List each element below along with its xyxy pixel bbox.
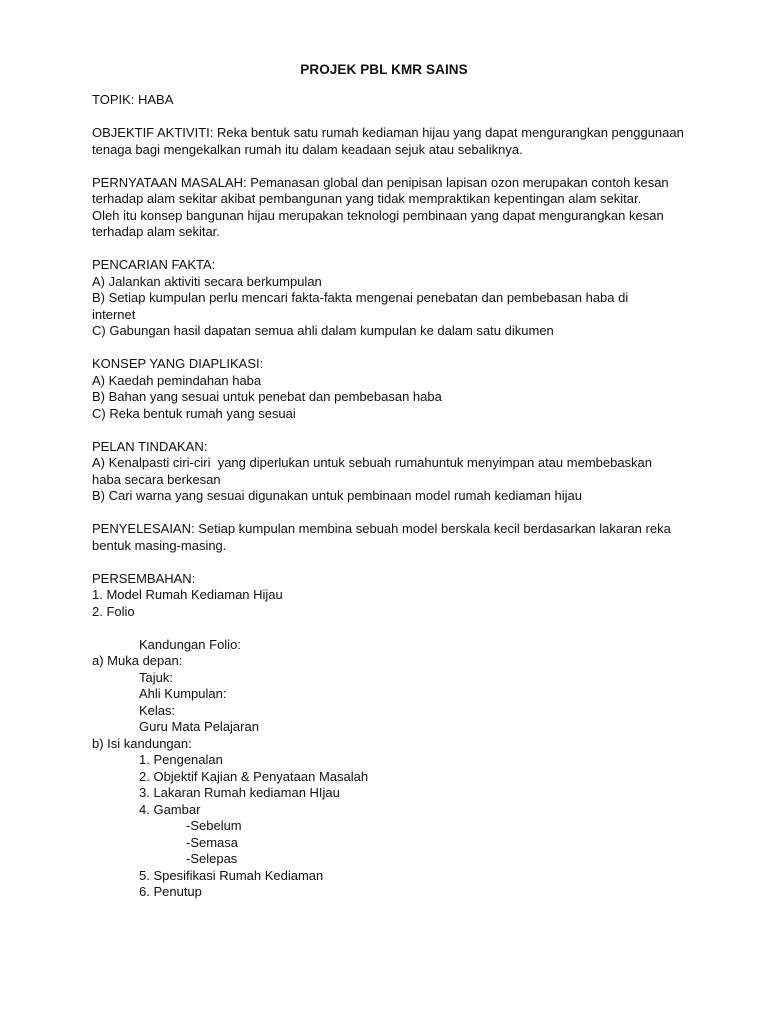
section-heading: Kandungan Folio:	[139, 636, 241, 652]
list-item: 5. Spesifikasi Rumah Kediaman	[139, 867, 324, 883]
list-item: haba secara berkesan	[92, 471, 221, 487]
list-item: B) Setiap kumpulan perlu mencari fakta-fakta mengenai penebatan dan pembebasan haba di	[92, 290, 629, 305]
subsection-heading: b) Isi kandungan:	[92, 735, 192, 751]
document-body	[92, 92, 692, 901]
list-item: 2. Objektif Kajian & Penyataan Masalah	[139, 768, 369, 784]
list-item: B) Bahan yang sesuai untuk penebat dan pembebasan haba	[92, 389, 442, 404]
section-heading: PERSEMBAHAN:	[92, 570, 196, 586]
list-item: 6. Penutup	[139, 884, 202, 899]
paragraph-line: terhadap alam sekitar.	[92, 224, 220, 239]
list-item: A) Kaedah pemindahan haba	[92, 372, 262, 388]
sub-list-item: -Semasa	[186, 834, 239, 850]
list-item: 3. Lakaran Rumah kediaman HIjau	[139, 785, 340, 800]
applied-concepts-section	[92, 356, 692, 422]
paragraph-line: OBJEKTIF AKTIVITI: Reka bentuk satu rumah kediaman hijau yang dapat mengurangkan penggunaan	[92, 125, 684, 140]
presentation-section	[92, 571, 692, 621]
section-heading: PELAN TINDAKAN:	[92, 438, 208, 454]
list-item: B) Cari warna yang sesuai digunakan untuk pembinaan model rumah kediaman hijau	[92, 488, 582, 503]
paragraph-line: Oleh itu konsep bangunan hijau merupakan teknologi pembinaan yang dapat mengurangkan kesan	[92, 207, 664, 223]
objective-section	[92, 125, 692, 158]
list-item: Tajuk:	[139, 669, 173, 685]
list-item: 2. Folio	[92, 603, 135, 619]
fact-finding-section	[92, 257, 692, 340]
section-heading: KONSEP YANG DIAPLIKASI:	[92, 356, 264, 371]
document-title: PROJEK PBL KMR SAINS	[300, 62, 468, 77]
solution-section	[92, 521, 692, 554]
section-heading: PENCARIAN FAKTA:	[92, 257, 216, 272]
paragraph-line: PENYELESAIAN: Setiap kumpulan membina sebuah model berskala kecil berdasarkan lakaran reka	[92, 521, 671, 536]
sub-list-item: -Sebelum	[186, 818, 242, 833]
paragraph-line: tenaga bagi mengekalkan rumah itu dalam keadaan sejuk atau sebaliknya.	[92, 141, 523, 157]
list-item: 1. Pengenalan	[139, 752, 223, 767]
folio-contents-section	[92, 637, 692, 901]
list-item: C) Reka bentuk rumah yang sesuai	[92, 405, 296, 421]
topic-line: TOPIK: HABA	[92, 92, 174, 107]
subsection-heading: a) Muka depan:	[92, 653, 183, 668]
paragraph-line: terhadap alam sekitar akibat pembangunan yang tidak mempraktikan kepentingan alam sekitar.	[92, 191, 642, 206]
list-item: 4. Gambar	[139, 801, 201, 817]
list-item: Kelas:	[139, 702, 176, 718]
paragraph-line: PERNYATAAN MASALAH: Pemanasan global dan penipisan lapisan ozon merupakan contoh kesan	[92, 174, 669, 190]
list-item: Ahli Kumpulan:	[139, 686, 227, 701]
list-item: A) Kenalpasti ciri-ciri yang diperlukan untuk sebuah rumahuntuk menyimpan atau membebaskan	[92, 455, 653, 470]
action-plan-section	[92, 439, 692, 505]
list-item: A) Jalankan aktiviti secara berkumpulan	[92, 273, 322, 289]
list-item: Guru Mata Pelajaran	[139, 719, 259, 734]
list-item: C) Gabungan hasil dapatan semua ahli dalam kumpulan ke dalam satu dikumen	[92, 323, 554, 338]
problem-statement-section	[92, 175, 692, 241]
list-item: 1. Model Rumah Kediaman Hijau	[92, 587, 283, 602]
sub-list-item: -Selepas	[186, 851, 238, 866]
paragraph-line: bentuk masing-masing.	[92, 537, 227, 553]
list-item: internet	[92, 306, 136, 322]
